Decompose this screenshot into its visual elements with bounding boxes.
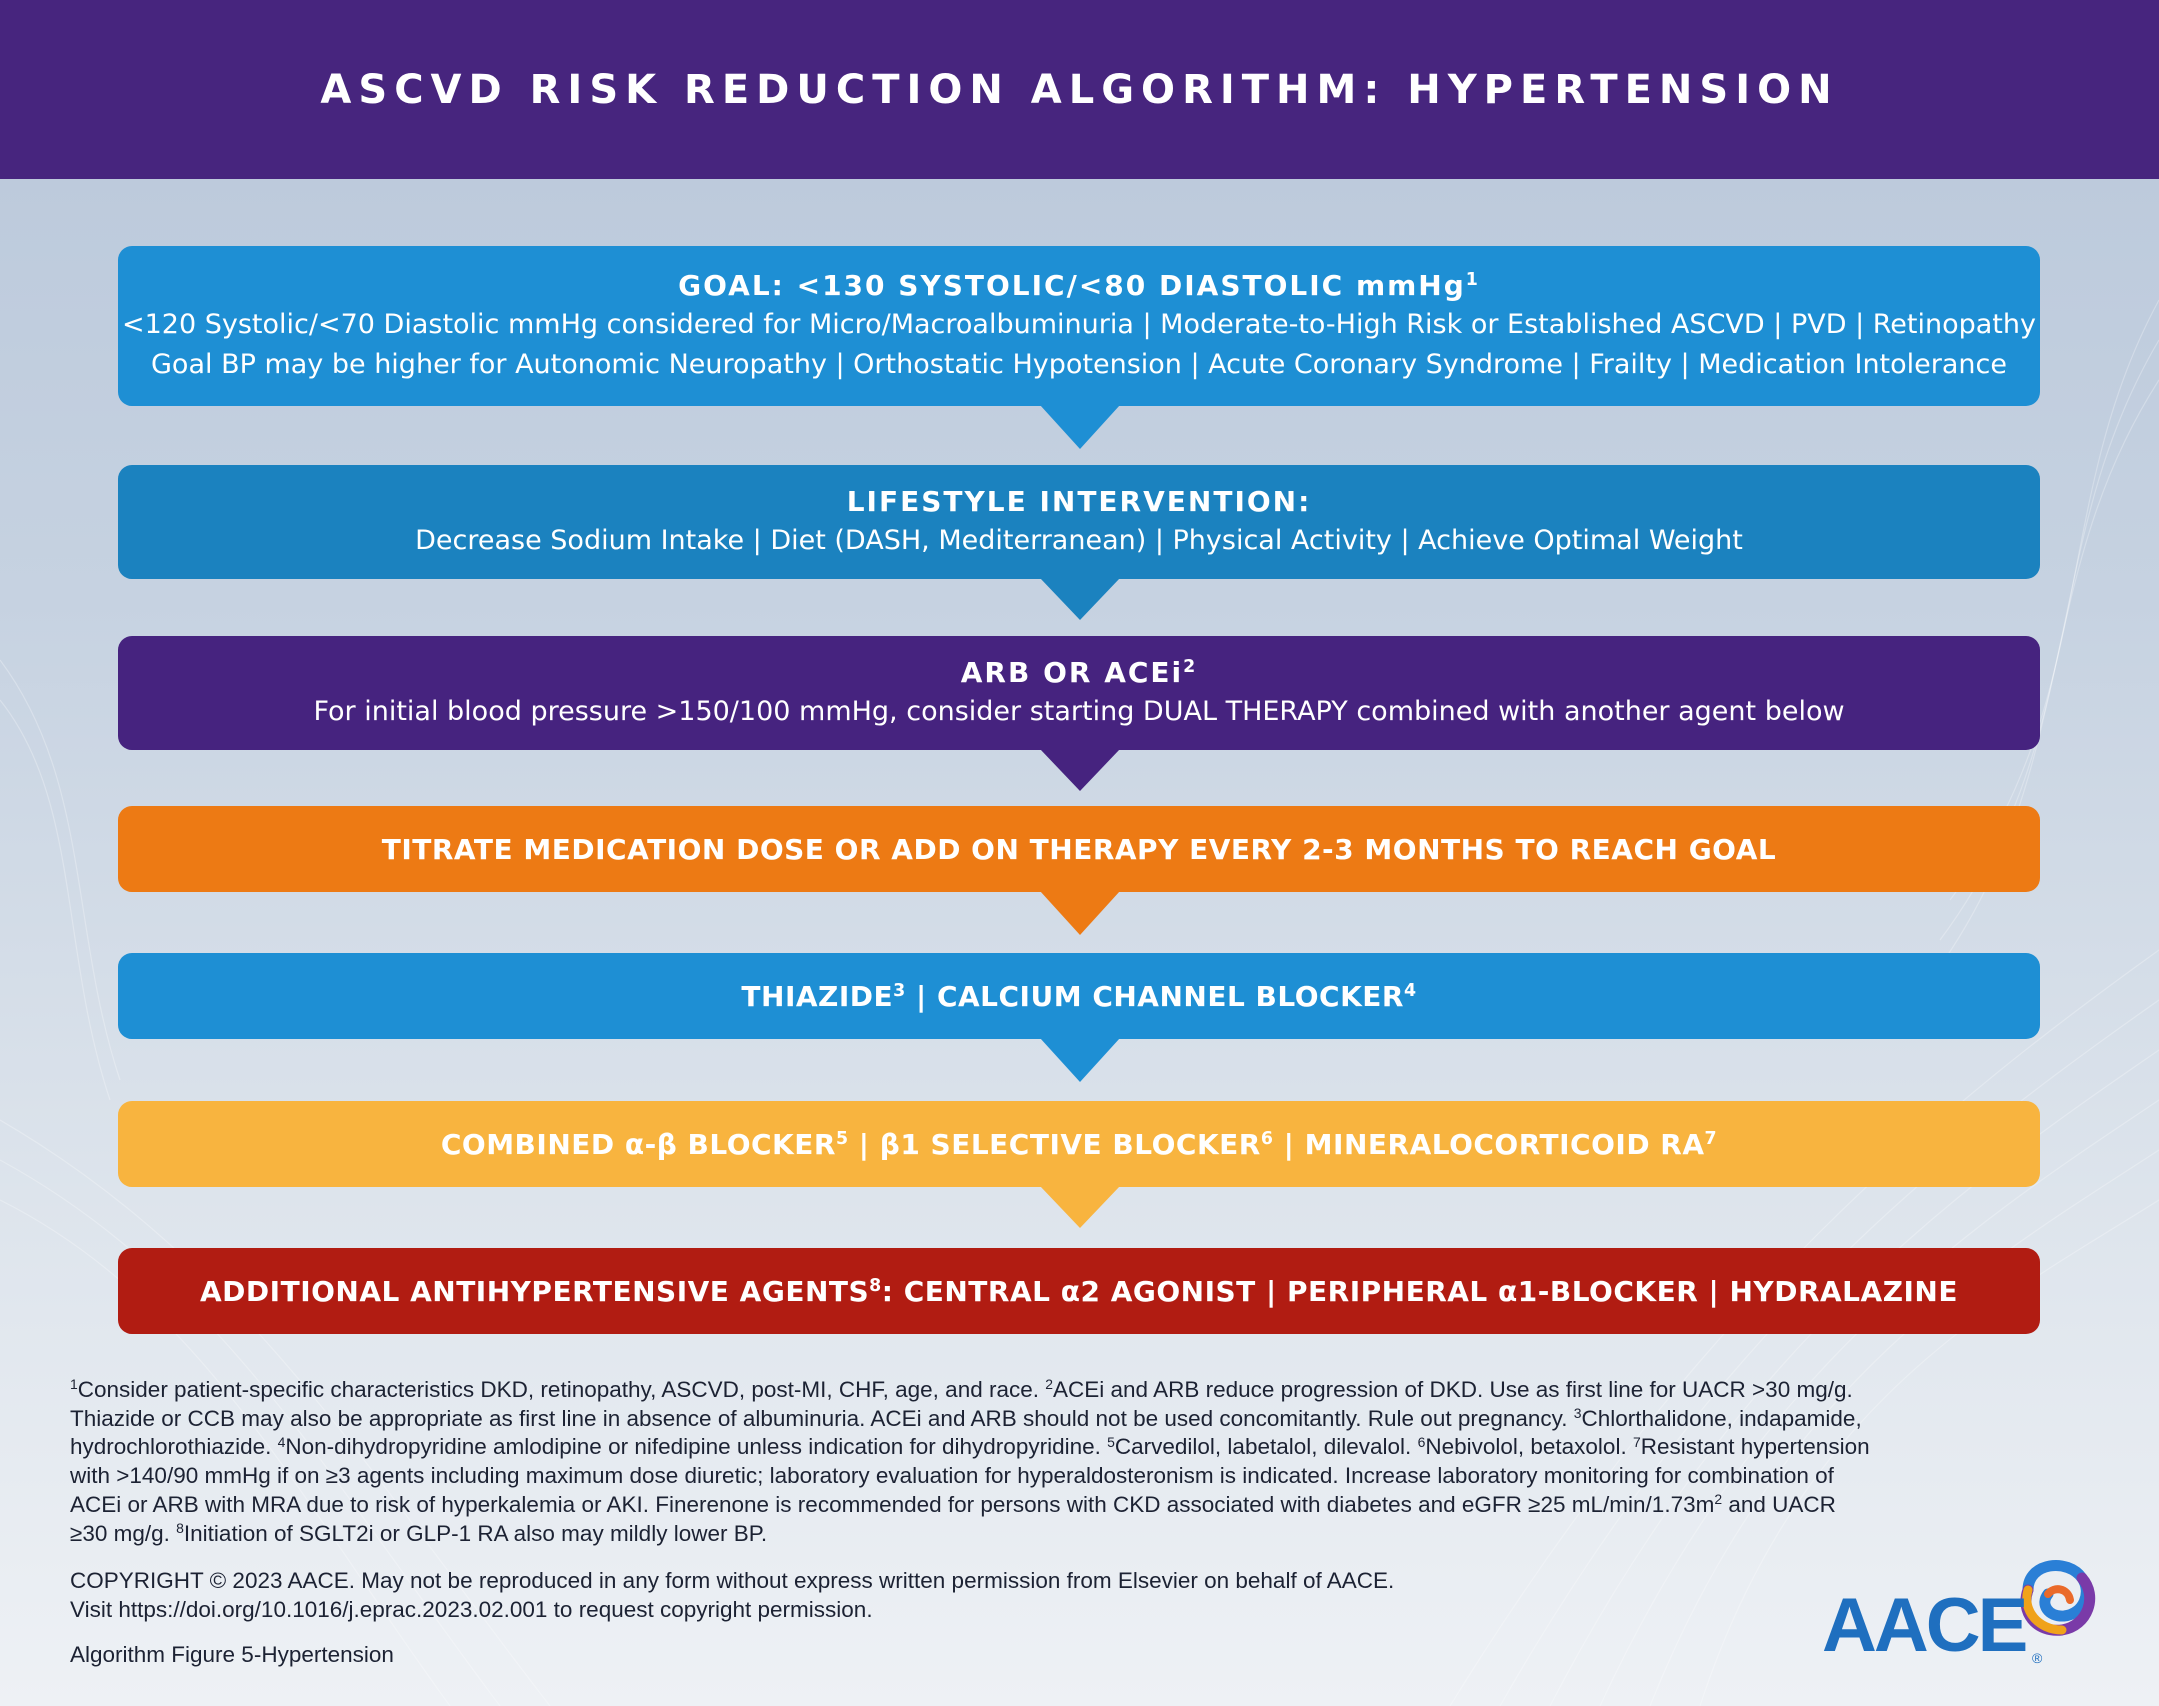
additional-box xyxy=(118,1248,2040,1334)
titrate-arrow-down xyxy=(1040,891,1120,935)
copyright-line-1: COPYRIGHT © 2023 AACE. May not be reproduced in any form without express written permission from Elsevier on behalf of AACE. xyxy=(70,1568,1395,1593)
thiazide-text: THIAZIDE$^3$ | CALCIUM CHANNEL BLOCKER$^4$ xyxy=(741,979,1417,1013)
footnote-marker-7: 7 xyxy=(1632,1433,1641,1450)
goal-title: GOAL: <130 SYSTOLIC/<80 DIASTOLIC mmHg$^1$ xyxy=(678,269,1480,302)
page-title: ASCVD RISK REDUCTION ALGORITHM: HYPERTENSION xyxy=(320,66,1839,113)
goal-line-1: <120 Systolic/<70 Diastolic mmHg considered for Micro/Macroalbuminuria | Moderate-to-High Risk or Established ASCVD | PVD | Retinopathy xyxy=(122,309,2036,340)
goal-box xyxy=(118,246,2040,406)
footnote-5: Carvedilol, labetalol, dilevalol. xyxy=(1114,1434,1418,1460)
goal-arrow-down xyxy=(1040,405,1120,449)
combined-text: COMBINED α-β BLOCKER$^5$ | β1 SELECTIVE BLOCKER$^6$ | MINERALOCORTICOID $RA^7$ xyxy=(440,1127,1718,1161)
footnote-marker-4: 4 xyxy=(277,1433,286,1450)
footnote-marker-3: 3 xyxy=(1573,1405,1582,1422)
registered-mark: ® xyxy=(2032,1650,2043,1666)
footnote-7a: Resistant hypertension with >140/90 mmHg if on ≥3 agents including maximum dose diuretic; laboratory evaluation for hyperaldosteronism is indicated. Increase laboratory monitoring for combination of ACEi or ARB with MRA due to risk of hyperkalemia or AKI. Finerenone is recommended for persons with CKD associated with diabetes and eGFR ≥25 mL/min/1.73m xyxy=(70,1434,1870,1517)
footnote-6: Nebivolol, betaxolol. xyxy=(1425,1434,1633,1460)
arb-box xyxy=(118,636,2040,750)
footnote-1: Consider patient-specific characteristics DKD, retinopathy, ASCVD, post-MI, CHF, age, and race. xyxy=(77,1377,1046,1402)
footnote-2: ACEi and ARB reduce progression of DKD. Use as first line for UACR >30 mg/g. Thiazide or CCB may also be appropriate as first line in absence of albuminuria. ACEi and ARB should not be used concomitantly. Rule out pregnancy. xyxy=(70,1377,1853,1431)
footnote-8: Initiation of SGLT2i or GLP-1 RA also may mildly lower BP. xyxy=(183,1520,768,1546)
copyright-notice xyxy=(70,1566,1770,1624)
footnote-7b: and UACR ≥30 mg/g. xyxy=(70,1491,1836,1546)
footnote-7-superscript: 2 xyxy=(1714,1491,1723,1508)
footnote-3: Chlorthalidone, indapamide, hydrochlorothiazide. xyxy=(70,1405,1862,1460)
footnote-marker-2: 2 xyxy=(1045,1376,1054,1393)
footnote-marker-5: 5 xyxy=(1107,1433,1115,1450)
aace-logo-text: AACE xyxy=(1822,1583,2026,1668)
arb-line-1: For initial blood pressure >150/100 mmHg, consider starting DUAL THERAPY combined with another agent below xyxy=(313,696,1845,727)
thiazide-arrow-down xyxy=(1040,1038,1120,1082)
arb-title: ARB OR ACEi$^2$ xyxy=(960,656,1198,689)
thiazide-box xyxy=(118,953,2040,1039)
copyright-line-2: Visit https://doi.org/10.1016/j.eprac.2023.02.001 to request copyright permission. xyxy=(70,1597,873,1622)
titrate-text: TITRATE MEDICATION DOSE OR ADD ON THERAPY EVERY 2-3 MONTHS TO REACH GOAL xyxy=(381,832,1777,866)
footnote-4: Non-dihydropyridine amlodipine or nifedipine unless indication for dihydropyridine. xyxy=(285,1434,1108,1460)
arb-arrow-down xyxy=(1040,749,1120,791)
lifestyle-arrow-down xyxy=(1040,578,1120,620)
header-banner xyxy=(0,0,2159,179)
lifestyle-line-1: Decrease Sodium Intake | Diet (DASH, Mediterranean) | Physical Activity | Achieve Optimal Weight xyxy=(415,525,1743,556)
combined-arrow-down xyxy=(1040,1186,1120,1228)
lifestyle-title: LIFESTYLE INTERVENTION: xyxy=(846,485,1312,518)
footnote-marker-6: 6 xyxy=(1417,1433,1426,1450)
footnote-marker-8: 8 xyxy=(176,1519,184,1536)
goal-line-2: Goal BP may be higher for Autonomic Neuropathy | Orthostatic Hypotension | Acute Coronary Syndrome | Frailty | Medication Intolerance xyxy=(151,349,2007,380)
combined-box xyxy=(118,1101,2040,1187)
figure-label: Algorithm Figure 5-Hypertension xyxy=(70,1642,394,1667)
footnote-marker-1: 1 xyxy=(70,1376,78,1393)
additional-text: ADDITIONAL ANTIHYPERTENSIVE AGENTS$^8$: CENTRAL α2 AGONIST | PERIPHERAL α1-BLOCKER | HYDRALAZINE xyxy=(200,1274,1958,1308)
titrate-box xyxy=(118,806,2040,892)
footnotes xyxy=(70,1376,1870,1548)
lifestyle-box xyxy=(118,465,2040,579)
